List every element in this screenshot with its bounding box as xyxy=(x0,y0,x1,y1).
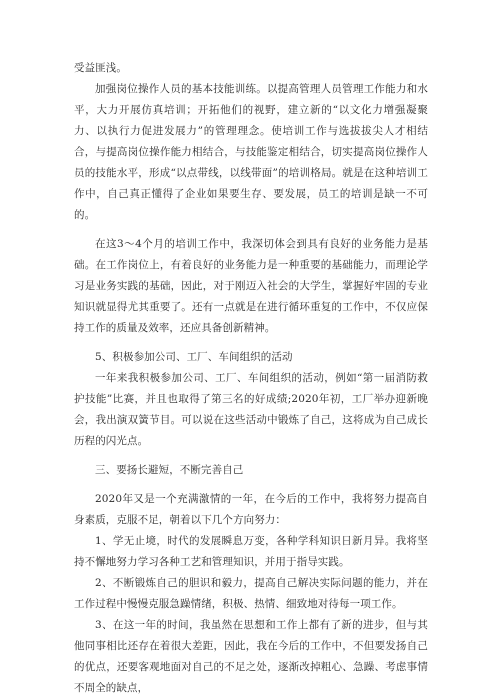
paragraph-activities: 一年来我积极参加公司、工厂、车间组织的活动，例如“第一届消防救护技能”比赛，并且也取得了第三名的好成绩;2020年初，工厂举办迎新晚会，我出演双簧节目。可以说在这些活动中锻炼了自己，这将成为自己成长历程的闪光点。 xyxy=(74,372,428,447)
paragraph-business-ability: 在这3～4个月的培训工作中，我深切体会到具有良好的业务能力是基础。在工作岗位上，有着良好的业务能力是一种重要的基础能力，而理论学习是业务实践的基础，因此，对于刚迈入社会的大学生，掌握好牢固的专业知识就显得尤其重要了。还有一点就是在进行循环重复的工作中，不仅应保持工作的质量及效率，还应具备创新精神。 xyxy=(74,238,428,334)
section-heading-activities: 5、积极参加公司、工厂、车间组织的活动 xyxy=(95,351,293,363)
list-item-1: 1、学无止境，时代的发展瞬息万变，各种学科知识日新月异。我将坚持不懈地努力学习各种工艺和管理知识，并用于指导实践。 xyxy=(74,535,428,568)
section-heading-improve: 三、要扬长避短，不断完善自己 xyxy=(95,464,244,476)
paragraph-skill-training: 加强岗位操作人员的基本技能训练。以提高管理人员管理工作能力和水平，大力开展仿真培训；开拓他们的视野，建立新的“以文化力增强凝聚力、以执行力促进发展力”的管理理念。使培训工作与选拔拔尖人才相结合，与提高岗位操作能力相结合，与技能鉴定相结合，切实提高岗位操作人员的技能水平，形成“以点带线，以线带面”的培训格局。就是在这种培训工作中，自己真正懂得了企业如果要生存、要发展，员工的培训是缺一不可的。 xyxy=(74,83,428,221)
document-body xyxy=(74,58,428,699)
list-item-2: 2、不断锻炼自己的胆识和毅力，提高自己解决实际问题的能力，并在工作过程中慢慢克服急躁情绪，积极、热情、细致地对待每一项工作。 xyxy=(74,577,428,610)
paragraph-intro-2020: 2020年又是一个充满激情的一年，在今后的工作中，我将努力提高自身素质，克服不足，朝着以下几个方向努力： xyxy=(74,493,428,526)
list-item-3: 3、在这一年的时间，我虽然在思想和工作上都有了新的进步，但与其他同事相比还存在着很大差距，因此，我在今后的工作中，不但要发扬自己的优点，还要客观地面对自己的不足之处，逐渐改掉粗心、急躁、考虑事情不周全的缺点， xyxy=(74,619,428,694)
paragraph-continuation: 受益匪浅。 xyxy=(74,62,127,74)
